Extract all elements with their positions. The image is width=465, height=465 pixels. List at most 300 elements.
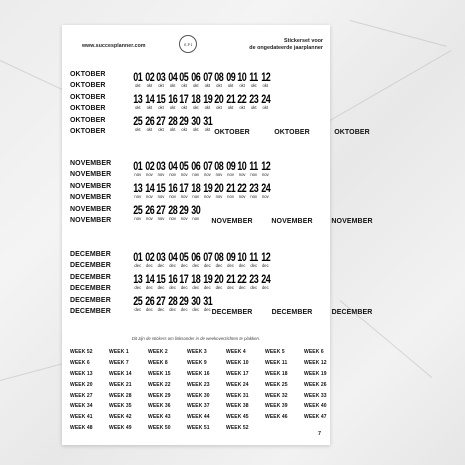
day-sticker bbox=[144, 275, 156, 291]
day-number: 15 bbox=[156, 183, 166, 195]
day-sticker bbox=[190, 297, 202, 313]
month-abbreviation: nov bbox=[169, 216, 176, 221]
day-sticker bbox=[213, 162, 225, 178]
day-sticker bbox=[132, 95, 144, 111]
day-sticker bbox=[236, 95, 248, 111]
day-sticker bbox=[236, 184, 248, 200]
month-abbreviation: nov bbox=[250, 172, 258, 177]
day-sticker bbox=[178, 95, 190, 111]
month-abbreviation: nov bbox=[227, 172, 234, 177]
month-label: NOVEMBER bbox=[70, 216, 112, 224]
day-number: 10 bbox=[237, 72, 247, 84]
day-sticker bbox=[236, 253, 248, 269]
day-number: 09 bbox=[226, 161, 236, 173]
month-label: DECEMBER bbox=[70, 296, 111, 304]
day-number: 03 bbox=[156, 72, 166, 84]
month-abbreviation: dec bbox=[180, 263, 188, 268]
month-label: NOVEMBER bbox=[70, 194, 112, 202]
week-sticker: WEEK 40 bbox=[304, 403, 327, 410]
day-number: 28 bbox=[168, 296, 178, 308]
day-number: 13 bbox=[133, 94, 143, 106]
month-abbreviation: okt bbox=[204, 83, 211, 88]
month-abbreviation: nov bbox=[146, 194, 153, 199]
week-sticker: WEEK 42 bbox=[109, 414, 132, 421]
week-sticker: WEEK 3 bbox=[187, 349, 207, 356]
month-abbreviation: okt bbox=[262, 105, 269, 110]
month-abbreviation: dec bbox=[180, 285, 188, 290]
day-number: 24 bbox=[260, 94, 270, 106]
month-abbreviation: dec bbox=[134, 285, 142, 290]
month-abbreviation: dec bbox=[192, 285, 200, 290]
day-number: 14 bbox=[144, 94, 154, 106]
day-sticker bbox=[190, 117, 202, 133]
day-number: 03 bbox=[156, 252, 166, 264]
month-abbreviation: okt bbox=[146, 105, 153, 110]
month-abbreviation: dec bbox=[261, 263, 269, 268]
week-sticker: WEEK 46 bbox=[265, 414, 288, 421]
month-abbreviation: nov bbox=[146, 216, 153, 221]
week-sticker: WEEK 43 bbox=[148, 414, 171, 421]
month-abbreviation: okt bbox=[135, 127, 141, 132]
month-abbreviation: nov bbox=[180, 216, 188, 221]
month-abbreviation: okt bbox=[158, 105, 164, 110]
day-sticker bbox=[248, 253, 260, 269]
day-number: 06 bbox=[191, 252, 201, 264]
day-number: 29 bbox=[179, 116, 189, 128]
month-abbreviation: okt bbox=[192, 127, 199, 132]
month-abbreviation: okt bbox=[204, 127, 211, 132]
month-abbreviation: nov bbox=[169, 172, 176, 177]
month-abbreviation: okt bbox=[181, 105, 187, 110]
day-number: 15 bbox=[156, 274, 166, 286]
day-sticker bbox=[260, 162, 272, 178]
month-abbreviation: okt bbox=[169, 83, 176, 88]
month-abbreviation: nov bbox=[192, 172, 200, 177]
week-sticker: WEEK 35 bbox=[109, 403, 132, 410]
day-sticker bbox=[248, 275, 260, 291]
day-sticker bbox=[236, 275, 248, 291]
month-abbreviation: dec bbox=[169, 263, 176, 268]
day-number: 31 bbox=[202, 296, 212, 308]
month-abbreviation: nov bbox=[238, 172, 246, 177]
month-abbreviation: dec bbox=[192, 263, 200, 268]
week-sticker: WEEK 12 bbox=[304, 360, 327, 367]
day-number: 28 bbox=[168, 116, 178, 128]
month-label: DECEMBER bbox=[70, 251, 111, 258]
week-sticker: WEEK 49 bbox=[109, 424, 132, 431]
month-abbreviation: nov bbox=[134, 194, 142, 199]
month-abbreviation: okt bbox=[135, 105, 141, 110]
week-sticker: WEEK 1 bbox=[109, 349, 129, 356]
day-sticker bbox=[132, 73, 144, 89]
day-sticker bbox=[155, 162, 167, 178]
month-label: OKTOBER bbox=[70, 105, 106, 113]
week-sticker: WEEK 17 bbox=[226, 370, 249, 377]
day-number: 23 bbox=[249, 183, 259, 195]
week-sticker: WEEK 51 bbox=[187, 424, 210, 431]
day-number: 08 bbox=[214, 161, 224, 173]
week-sticker: WEEK 44 bbox=[187, 414, 210, 421]
week-sticker: WEEK 36 bbox=[148, 403, 171, 410]
month-abbreviation: nov bbox=[203, 194, 211, 199]
day-number: 30 bbox=[191, 205, 201, 217]
day-sticker-row bbox=[132, 297, 213, 313]
month-label: NOVEMBER bbox=[70, 205, 112, 213]
subtitle-line-1: Stickerset voor bbox=[284, 38, 323, 44]
week-sticker-row bbox=[70, 347, 343, 358]
week-sticker: WEEK 27 bbox=[70, 392, 93, 399]
day-sticker bbox=[167, 206, 179, 222]
day-sticker bbox=[178, 162, 190, 178]
day-number: 26 bbox=[144, 116, 154, 128]
day-number: 25 bbox=[133, 296, 143, 308]
page-number: 7 bbox=[318, 431, 321, 437]
day-sticker-row bbox=[132, 275, 271, 291]
week-sticker: WEEK 4 bbox=[226, 349, 246, 356]
week-sticker: WEEK 26 bbox=[304, 381, 327, 388]
month-abbreviation: dec bbox=[203, 263, 211, 268]
month-label-column bbox=[70, 69, 106, 137]
month-abbreviation: nov bbox=[215, 194, 223, 199]
day-number: 17 bbox=[179, 274, 189, 286]
week-sticker: WEEK 13 bbox=[70, 370, 93, 377]
day-sticker bbox=[248, 162, 260, 178]
day-sticker bbox=[144, 184, 156, 200]
month-label: NOVEMBER bbox=[271, 218, 313, 225]
week-sticker: WEEK 32 bbox=[265, 392, 288, 399]
week-sticker-row bbox=[70, 358, 343, 369]
day-sticker bbox=[225, 184, 237, 200]
month-abbreviation: dec bbox=[215, 263, 223, 268]
month-abbreviation: okt bbox=[227, 83, 234, 88]
day-number: 09 bbox=[226, 252, 236, 264]
day-number: 02 bbox=[144, 72, 154, 84]
day-sticker bbox=[202, 162, 214, 178]
month-label: NOVEMBER bbox=[70, 160, 112, 167]
day-number: 18 bbox=[191, 183, 201, 195]
day-number: 16 bbox=[168, 183, 178, 195]
day-number: 05 bbox=[179, 72, 189, 84]
day-sticker bbox=[132, 297, 144, 313]
day-number: 29 bbox=[179, 205, 189, 217]
day-sticker bbox=[144, 206, 156, 222]
day-sticker bbox=[260, 73, 272, 89]
day-sticker bbox=[178, 117, 190, 133]
week-sticker: WEEK 47 bbox=[304, 414, 327, 421]
day-sticker bbox=[167, 297, 179, 313]
month-abbreviation: dec bbox=[250, 263, 258, 268]
day-sticker-row bbox=[132, 206, 202, 222]
week-sticker-row bbox=[70, 423, 343, 434]
month-abbreviation: dec bbox=[227, 263, 234, 268]
month-abbreviation: nov bbox=[146, 172, 153, 177]
day-number: 20 bbox=[214, 94, 224, 106]
month-abbreviation: dec bbox=[157, 263, 165, 268]
day-sticker bbox=[178, 206, 190, 222]
month-abbreviation: okt bbox=[216, 83, 222, 88]
month-abbreviation: okt bbox=[146, 83, 153, 88]
month-abbreviation: nov bbox=[157, 216, 165, 221]
day-sticker bbox=[202, 275, 214, 291]
day-sticker bbox=[190, 253, 202, 269]
day-number: 21 bbox=[226, 94, 236, 106]
month-abbreviation: okt bbox=[227, 105, 234, 110]
day-number: 28 bbox=[168, 205, 178, 217]
day-sticker bbox=[260, 184, 272, 200]
month-abbreviation: nov bbox=[250, 194, 258, 199]
month-abbreviation: dec bbox=[250, 285, 258, 290]
day-number: 10 bbox=[237, 161, 247, 173]
month-abbreviation: okt bbox=[169, 105, 176, 110]
day-number: 07 bbox=[202, 252, 212, 264]
day-number: 11 bbox=[249, 252, 259, 264]
day-number: 11 bbox=[249, 161, 259, 173]
day-sticker bbox=[132, 162, 144, 178]
week-sticker: WEEK 6 bbox=[70, 360, 90, 367]
month-abbreviation: nov bbox=[238, 194, 246, 199]
month-label: OKTOBER bbox=[70, 82, 106, 90]
month-abbreviation: nov bbox=[192, 216, 200, 221]
week-stickers bbox=[70, 347, 343, 433]
day-number: 18 bbox=[191, 94, 201, 106]
month-abbreviation: dec bbox=[203, 285, 211, 290]
day-sticker bbox=[155, 253, 167, 269]
week-sticker: WEEK 18 bbox=[265, 370, 288, 377]
day-number: 20 bbox=[214, 183, 224, 195]
day-number: 15 bbox=[156, 94, 166, 106]
week-sticker: WEEK 8 bbox=[148, 360, 168, 367]
month-label: DECEMBER bbox=[70, 285, 111, 293]
day-number: 19 bbox=[202, 94, 212, 106]
day-sticker bbox=[260, 253, 272, 269]
day-sticker bbox=[132, 206, 144, 222]
day-sticker-row bbox=[132, 73, 271, 89]
day-number: 24 bbox=[260, 183, 270, 195]
day-number: 02 bbox=[144, 161, 154, 173]
day-number: 23 bbox=[249, 94, 259, 106]
month-abbreviation: nov bbox=[169, 194, 176, 199]
day-sticker bbox=[190, 73, 202, 89]
sticker-sheet bbox=[62, 25, 373, 445]
month-abbreviation: okt bbox=[192, 105, 199, 110]
week-sticker: WEEK 23 bbox=[187, 381, 210, 388]
day-number: 21 bbox=[226, 274, 236, 286]
day-number: 10 bbox=[237, 252, 247, 264]
day-number: 16 bbox=[168, 274, 178, 286]
month-abbreviation: dec bbox=[169, 307, 176, 312]
day-number: 30 bbox=[191, 116, 201, 128]
day-sticker bbox=[190, 275, 202, 291]
week-sticker: WEEK 2 bbox=[148, 349, 168, 356]
day-number: 20 bbox=[214, 274, 224, 286]
month-abbreviation: dec bbox=[157, 307, 165, 312]
week-sticker: WEEK 31 bbox=[226, 392, 249, 399]
subtitle-line-2: de ongedateerde jaarplanner bbox=[249, 45, 323, 51]
day-number: 13 bbox=[133, 183, 143, 195]
month-abbreviation: nov bbox=[261, 194, 269, 199]
day-number: 18 bbox=[191, 274, 201, 286]
day-number: 13 bbox=[133, 274, 143, 286]
day-number: 27 bbox=[156, 296, 166, 308]
month-abbreviation: okt bbox=[181, 127, 187, 132]
day-sticker bbox=[167, 162, 179, 178]
month-abbreviation: dec bbox=[146, 263, 153, 268]
month-abbreviation: dec bbox=[261, 285, 269, 290]
day-number: 19 bbox=[202, 183, 212, 195]
day-number: 05 bbox=[179, 252, 189, 264]
month-label: OKTOBER bbox=[70, 93, 106, 101]
week-sticker: WEEK 6 bbox=[304, 349, 324, 356]
week-sticker: WEEK 11 bbox=[265, 360, 288, 367]
day-number: 25 bbox=[133, 205, 143, 217]
day-sticker-row bbox=[132, 184, 271, 200]
week-sticker-row bbox=[70, 390, 343, 401]
month-abbreviation: okt bbox=[158, 127, 164, 132]
month-label: DECEMBER bbox=[211, 309, 253, 316]
day-sticker bbox=[213, 184, 225, 200]
day-number: 24 bbox=[260, 274, 270, 286]
instruction-text: Dit zijn de stickers om linksonder in de weekoverzichten te plakken. bbox=[131, 336, 261, 341]
day-sticker bbox=[178, 275, 190, 291]
week-sticker: WEEK 45 bbox=[226, 414, 249, 421]
day-number: 08 bbox=[214, 252, 224, 264]
day-number: 16 bbox=[168, 94, 178, 106]
month-label: NOVEMBER bbox=[331, 218, 373, 225]
month-label: OKTOBER bbox=[334, 129, 370, 136]
day-number: 06 bbox=[191, 161, 201, 173]
month-abbreviation: okt bbox=[135, 83, 141, 88]
week-sticker: WEEK 34 bbox=[70, 403, 93, 410]
month-bottom-labels bbox=[202, 129, 382, 136]
month-label: NOVEMBER bbox=[211, 218, 253, 225]
logo-text: S P I bbox=[183, 41, 193, 47]
day-sticker bbox=[167, 73, 179, 89]
month-label-column bbox=[70, 158, 111, 226]
week-sticker: WEEK 10 bbox=[226, 360, 249, 367]
day-sticker bbox=[155, 206, 167, 222]
month-abbreviation: okt bbox=[181, 83, 187, 88]
day-number: 12 bbox=[260, 72, 270, 84]
week-sticker: WEEK 39 bbox=[265, 403, 288, 410]
day-number: 30 bbox=[191, 296, 201, 308]
day-sticker bbox=[225, 253, 237, 269]
month-abbreviation: nov bbox=[203, 172, 211, 177]
day-sticker bbox=[236, 162, 248, 178]
day-sticker bbox=[202, 95, 214, 111]
day-sticker bbox=[155, 184, 167, 200]
month-abbreviation: nov bbox=[261, 172, 269, 177]
day-sticker bbox=[144, 117, 156, 133]
month-abbreviation: nov bbox=[157, 172, 165, 177]
month-label: OKTOBER bbox=[274, 129, 310, 136]
week-sticker: WEEK 41 bbox=[70, 414, 93, 421]
day-sticker bbox=[213, 275, 225, 291]
website-url: www.succesplanner.com bbox=[82, 43, 146, 49]
day-sticker bbox=[167, 275, 179, 291]
day-number: 17 bbox=[179, 183, 189, 195]
day-sticker bbox=[132, 184, 144, 200]
day-number: 01 bbox=[133, 72, 143, 84]
day-number: 01 bbox=[133, 252, 143, 264]
week-sticker: WEEK 5 bbox=[265, 349, 285, 356]
sheet-subtitle bbox=[249, 38, 323, 52]
day-number: 02 bbox=[144, 252, 154, 264]
month-abbreviation: dec bbox=[146, 307, 153, 312]
day-sticker bbox=[190, 95, 202, 111]
day-number: 09 bbox=[226, 72, 236, 84]
month-abbreviation: dec bbox=[215, 285, 223, 290]
day-sticker bbox=[190, 184, 202, 200]
month-abbreviation: okt bbox=[250, 83, 257, 88]
day-sticker bbox=[155, 73, 167, 89]
day-sticker bbox=[132, 117, 144, 133]
month-abbreviation: nov bbox=[180, 172, 188, 177]
day-sticker bbox=[167, 117, 179, 133]
month-label: DECEMBER bbox=[70, 273, 111, 281]
week-sticker: WEEK 29 bbox=[148, 392, 171, 399]
day-sticker-row bbox=[132, 253, 271, 269]
day-sticker bbox=[213, 73, 225, 89]
day-number: 21 bbox=[226, 183, 236, 195]
day-sticker bbox=[213, 253, 225, 269]
month-abbreviation: nov bbox=[192, 194, 200, 199]
day-number: 25 bbox=[133, 116, 143, 128]
day-sticker bbox=[144, 253, 156, 269]
day-number: 08 bbox=[214, 72, 224, 84]
week-sticker: WEEK 15 bbox=[148, 370, 171, 377]
day-number: 04 bbox=[168, 252, 178, 264]
month-abbreviation: nov bbox=[134, 172, 142, 177]
month-abbreviation: dec bbox=[180, 307, 188, 312]
month-abbreviation: dec bbox=[192, 307, 200, 312]
week-sticker: WEEK 9 bbox=[187, 360, 207, 367]
week-sticker: WEEK 38 bbox=[226, 403, 249, 410]
day-sticker bbox=[144, 95, 156, 111]
week-sticker: WEEK 25 bbox=[265, 381, 288, 388]
week-sticker: WEEK 19 bbox=[304, 370, 327, 377]
day-sticker bbox=[236, 73, 248, 89]
month-abbreviation: okt bbox=[169, 127, 176, 132]
day-number: 14 bbox=[144, 274, 154, 286]
month-label: DECEMBER bbox=[331, 309, 373, 316]
day-number: 05 bbox=[179, 161, 189, 173]
day-sticker-row bbox=[132, 117, 213, 133]
day-sticker bbox=[190, 206, 202, 222]
month-abbreviation: okt bbox=[250, 105, 257, 110]
month-label: NOVEMBER bbox=[70, 182, 112, 190]
month-abbreviation: okt bbox=[146, 127, 153, 132]
day-number: 04 bbox=[168, 72, 178, 84]
day-number: 12 bbox=[260, 161, 270, 173]
month-abbreviation: dec bbox=[157, 285, 165, 290]
day-sticker bbox=[132, 253, 144, 269]
day-sticker bbox=[155, 95, 167, 111]
month-abbreviation: dec bbox=[238, 285, 246, 290]
day-sticker bbox=[144, 73, 156, 89]
day-number: 29 bbox=[179, 296, 189, 308]
day-number: 11 bbox=[249, 72, 259, 84]
week-sticker-row bbox=[70, 369, 343, 380]
month-abbreviation: okt bbox=[239, 83, 245, 88]
month-label: DECEMBER bbox=[271, 309, 313, 316]
day-sticker bbox=[155, 117, 167, 133]
day-sticker bbox=[178, 73, 190, 89]
month-abbreviation: nov bbox=[215, 172, 223, 177]
month-abbreviation: okt bbox=[239, 105, 245, 110]
week-sticker-row bbox=[70, 401, 343, 412]
day-number: 07 bbox=[202, 161, 212, 173]
day-number: 26 bbox=[144, 205, 154, 217]
